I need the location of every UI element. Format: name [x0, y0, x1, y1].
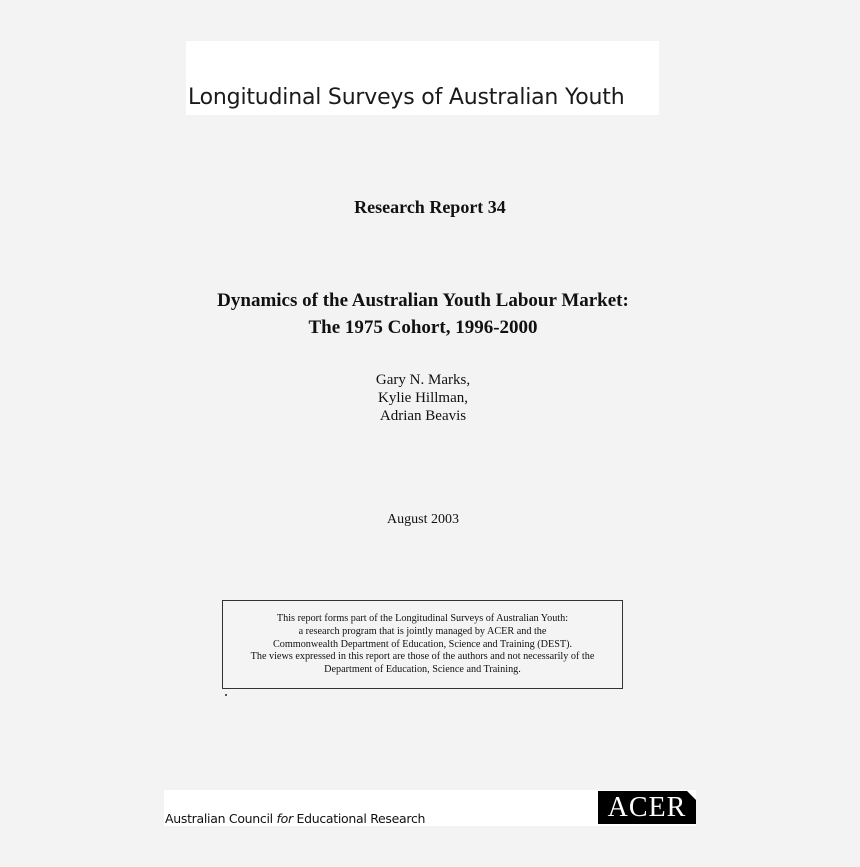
publisher-name-part: Australian Council	[165, 811, 277, 826]
lsay-banner	[186, 41, 659, 115]
logo-corner-fold	[687, 791, 696, 800]
author-name: Gary N. Marks,	[375, 372, 471, 388]
publication-date: August 2003	[387, 512, 459, 527]
disclaimer-line: Department of Education, Science and Training.	[324, 664, 521, 676]
author-name: Adrian Beavis	[379, 408, 467, 424]
report-title-line-1: Dynamics of the Australian Youth Labour Market:	[217, 290, 629, 311]
report-number: Research Report 34	[354, 197, 506, 217]
disclaimer-line: The views expressed in this report are those of the authors and not necessarily of the	[250, 651, 595, 663]
author-list	[0, 371, 846, 425]
publisher-name-italic: for	[276, 811, 293, 826]
acer-logo	[598, 791, 696, 824]
report-title-line-2: The 1975 Cohort, 1996-2000	[308, 317, 538, 338]
banner-title: Longitudinal Surveys of Australian Youth	[188, 85, 625, 110]
report-title	[0, 287, 846, 341]
disclaimer-line: This report forms part of the Longitudinal Surveys of Australian Youth:	[276, 613, 569, 624]
disclaimer-line: a research program that is jointly managed by ACER and the	[298, 625, 547, 637]
author-name: Kylie Hillman,	[378, 390, 468, 406]
publisher-name	[165, 811, 425, 826]
disclaimer-text	[223, 613, 622, 677]
acer-logo-text: ACER	[607, 792, 687, 823]
stray-dot	[225, 694, 227, 696]
publisher-name-part: Educational Research	[292, 811, 426, 826]
disclaimer-box	[222, 600, 623, 689]
disclaimer-line: Commonwealth Department of Education, Science and Training (DEST).	[272, 638, 573, 650]
